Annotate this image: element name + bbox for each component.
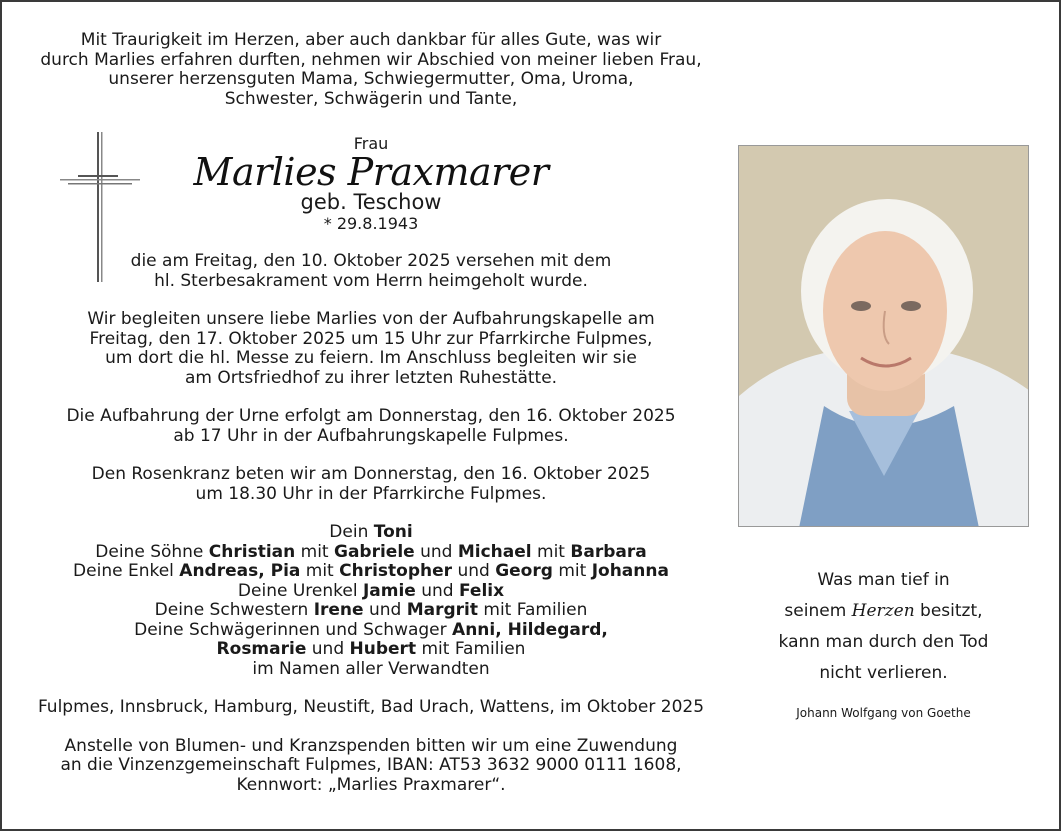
family-line-in-laws-2: Rosmarie und Hubert mit Familien — [216, 639, 526, 659]
death-notice-line: die am Freitag, den 10. Oktober 2025 versehen mit dem — [130, 251, 612, 271]
donation-line: Kennwort: „Marlies Praxmarer“. — [236, 774, 506, 795]
intro-line: Schwester, Schwägerin und Tante, — [224, 88, 518, 109]
donation-line: an die Vinzenzgemeinschaft Fulpmes, IBAN: AT53 3632 9000 0111 1608, — [60, 755, 682, 775]
funeral-line: Wir begleiten unsere liebe Marlies von der Aufbahrungskapelle am — [87, 309, 655, 329]
funeral-line: am Ortsfriedhof zu ihrer letzten Ruhestätte. — [184, 367, 558, 388]
portrait-photo — [738, 145, 1029, 527]
deceased-block — [22, 134, 720, 291]
family-line-grandchildren: Deine Enkel Andreas, Pia mit Christopher und Georg mit Johanna — [73, 561, 669, 581]
funeral-line: um dort die hl. Messe zu feiern. Im Anschluss begleiten wir sie — [105, 348, 637, 368]
birth-date: * 29.8.1943 — [323, 214, 419, 233]
portrait-illustration — [739, 146, 1029, 527]
viewing-line: Die Aufbahrung der Urne erfolgt am Donnerstag, den 16. Oktober 2025 — [66, 406, 676, 426]
family-line-sons: Deine Söhne Christian mit Gabriele und Michael mit Barbara — [95, 541, 647, 562]
rosary-line: um 18.30 Uhr in der Pfarrkirche Fulpmes. — [195, 483, 547, 504]
funeral-line: Freitag, den 17. Oktober 2025 um 15 Uhr zur Pfarrkirche Fulpmes, — [89, 328, 653, 349]
quote-line: Was man tief in — [817, 570, 950, 590]
funeral-details — [22, 310, 720, 388]
family-line-relatives: im Namen aller Verwandten — [252, 658, 490, 679]
quote-line: nicht verlieren. — [819, 663, 948, 683]
intro-line: Mit Traurigkeit im Herzen, aber auch dankbar für alles Gute, was wir — [80, 30, 662, 50]
salutation: Frau — [353, 134, 389, 153]
family-line-sisters: Deine Schwestern Irene und Margrit mit Familien — [154, 600, 588, 620]
quote-line: seinem Herzen besitzt, — [784, 601, 983, 621]
notice-text-column — [22, 31, 720, 795]
family-list — [22, 523, 720, 679]
death-notice-line: hl. Sterbesakrament vom Herrn heimgeholt wurde. — [154, 270, 588, 291]
birth-name: geb. Teschow — [300, 190, 442, 214]
goethe-quote — [738, 565, 1029, 689]
family-line-husband: Dein Toni — [329, 522, 413, 542]
cross-icon — [60, 132, 140, 282]
rosary-line: Den Rosenkranz beten wir am Donnerstag, den 16. Oktober 2025 — [91, 464, 651, 484]
viewing-details — [22, 407, 720, 446]
rosary-details — [22, 465, 720, 504]
quote-line: kann man durch den Tod — [778, 632, 989, 652]
intro-text — [22, 31, 720, 109]
intro-line: unserer herzensguten Mama, Schwiegermutter, Oma, Uroma, — [108, 69, 634, 89]
viewing-line: ab 17 Uhr in der Aufbahrungskapelle Fulpmes. — [173, 425, 569, 446]
quote-author: Johann Wolfgang von Goethe — [796, 706, 971, 720]
donation-line: Anstelle von Blumen- und Kranzspenden bitten wir um eine Zuwendung — [64, 735, 678, 756]
family-line-in-laws: Deine Schwägerinnen und Schwager Anni, Hildegard, — [134, 619, 608, 640]
deceased-name: Marlies Praxmarer — [193, 150, 549, 194]
donation-request — [22, 737, 720, 796]
family-line-great-grandchildren: Deine Urenkel Jamie und Felix — [237, 580, 505, 601]
places-date: Fulpmes, Innsbruck, Hamburg, Neustift, Bad Urach, Wattens, im Oktober 2025 — [37, 697, 705, 717]
intro-line: durch Marlies erfahren durften, nehmen wir Abschied von meiner lieben Frau, — [40, 49, 702, 70]
